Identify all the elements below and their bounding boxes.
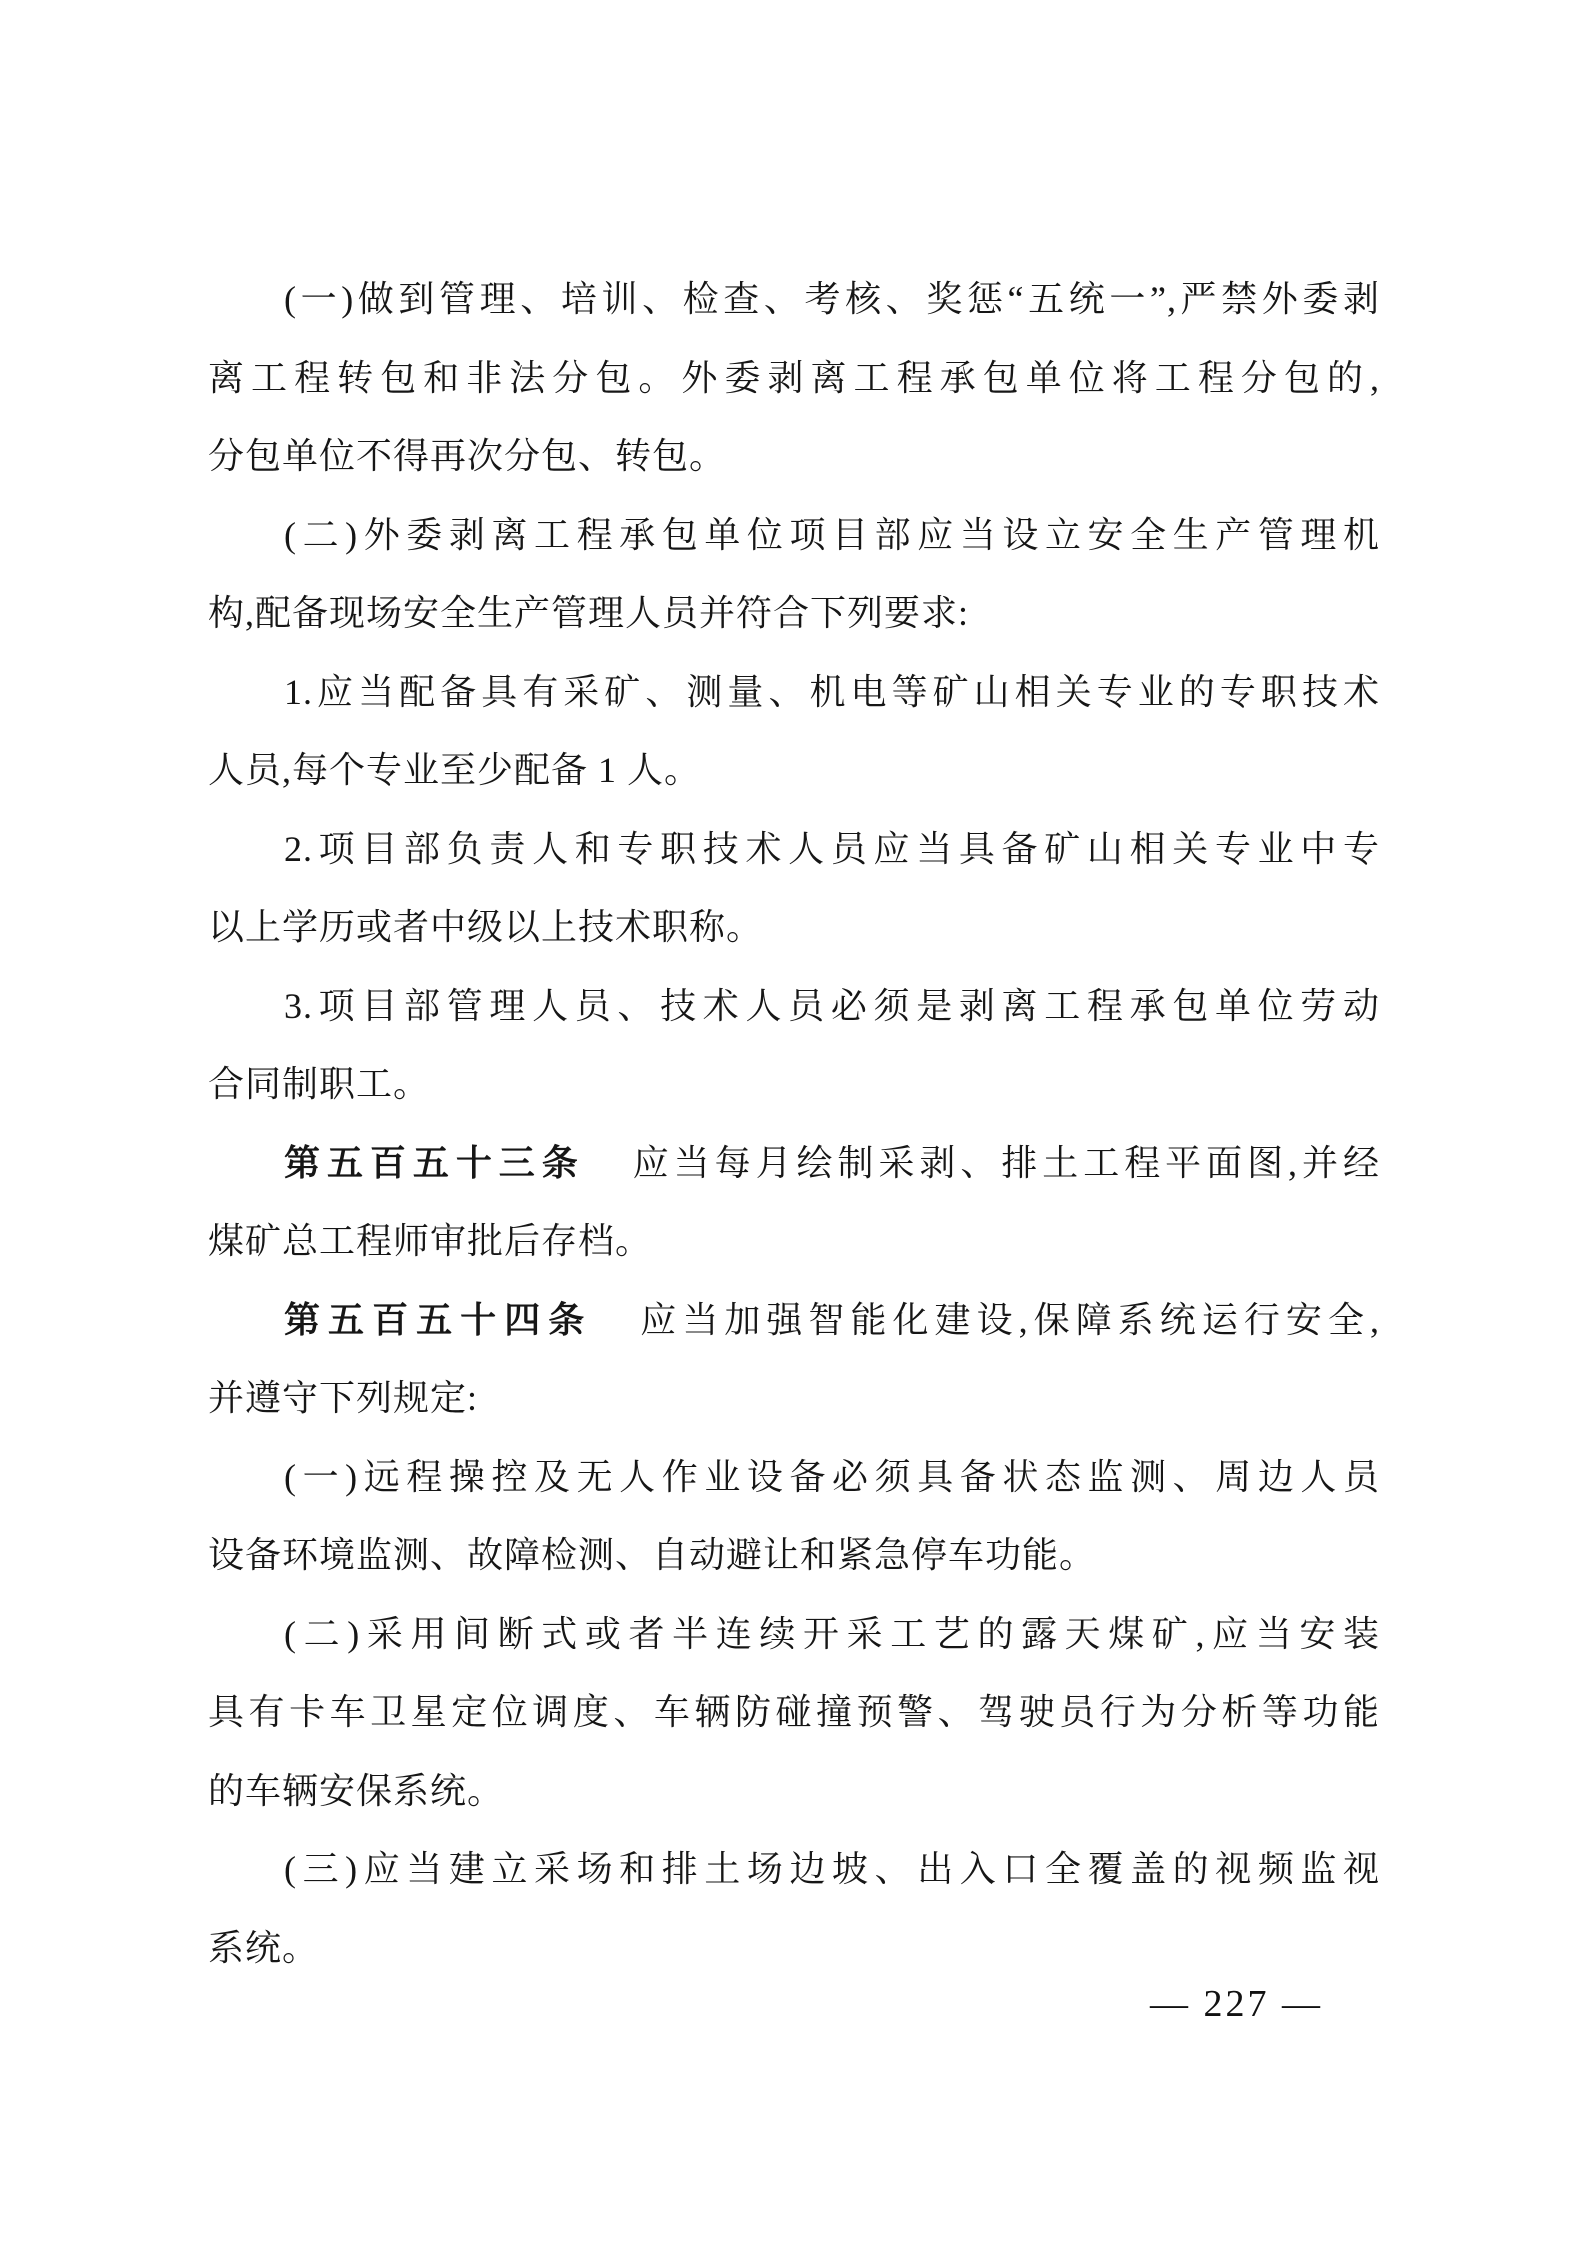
text-line: 系统。 — [208, 1927, 320, 1968]
text-line: 1.应当配备具有采矿、测量、机电等矿山相关专业的专职技术 — [284, 671, 1380, 712]
text-line: 具有卡车卫星定位调度、车辆防碰撞预警、驾驶员行为分析等功能 — [208, 1692, 1380, 1732]
page-number: — 227 — — [1150, 1983, 1323, 2025]
text-line: 2.项目部负责人和专职技术人员应当具备矿山相关专业中专 — [284, 828, 1380, 869]
text-line: (一)做到管理、培训、检查、考核、奖惩“五统一”,严禁外委剥 — [284, 279, 1380, 319]
text-line: 的车辆安保系统。 — [208, 1770, 505, 1811]
text-line: (三)应当建立采场和排土场边坡、出入口全覆盖的视频监视 — [284, 1849, 1380, 1889]
article-number: 第五百五十三条 — [284, 1141, 585, 1183]
text-line: 并遵守下列规定: — [208, 1378, 479, 1418]
text-line: 合同制职工。 — [208, 1064, 431, 1104]
text-line: 3.项目部管理人员、技术人员必须是剥离工程承包单位劳动 — [284, 985, 1380, 1026]
text-line: 离工程转包和非法分包。外委剥离工程承包单位将工程分包的, — [208, 357, 1380, 398]
text-line: (一)远程操控及无人作业设备必须具备状态监测、周边人员 — [284, 1456, 1380, 1497]
text-line: 以上学历或者中级以上技术职称。 — [208, 907, 764, 947]
article-text: 应当每月绘制采剥、排土工程平面图,并经 — [632, 1142, 1380, 1183]
text-line: (二)外委剥离工程承包单位项目部应当设立安全生产管理机 — [284, 514, 1380, 555]
article-number: 第五百五十四条 — [284, 1298, 593, 1340]
text-line: 分包单位不得再次分包、转包。 — [208, 436, 727, 476]
text-line: 煤矿总工程师审批后存档。 — [208, 1221, 653, 1261]
text-line: 构,配备现场安全生产管理人员并符合下列要求: — [208, 593, 970, 633]
text-line: 人员,每个专业至少配备 1 人。 — [208, 750, 702, 790]
text-line — [208, 1124, 1380, 1203]
text-line: (二)采用间断式或者半连续开采工艺的露天煤矿,应当安装 — [284, 1613, 1380, 1654]
article-text: 应当加强智能化建设,保障系统运行安全, — [640, 1299, 1380, 1340]
text-line — [208, 1281, 1380, 1360]
text-line: 设备环境监测、故障检测、自动避让和紧急停车功能。 — [208, 1535, 1097, 1575]
page-body — [208, 260, 1380, 1987]
